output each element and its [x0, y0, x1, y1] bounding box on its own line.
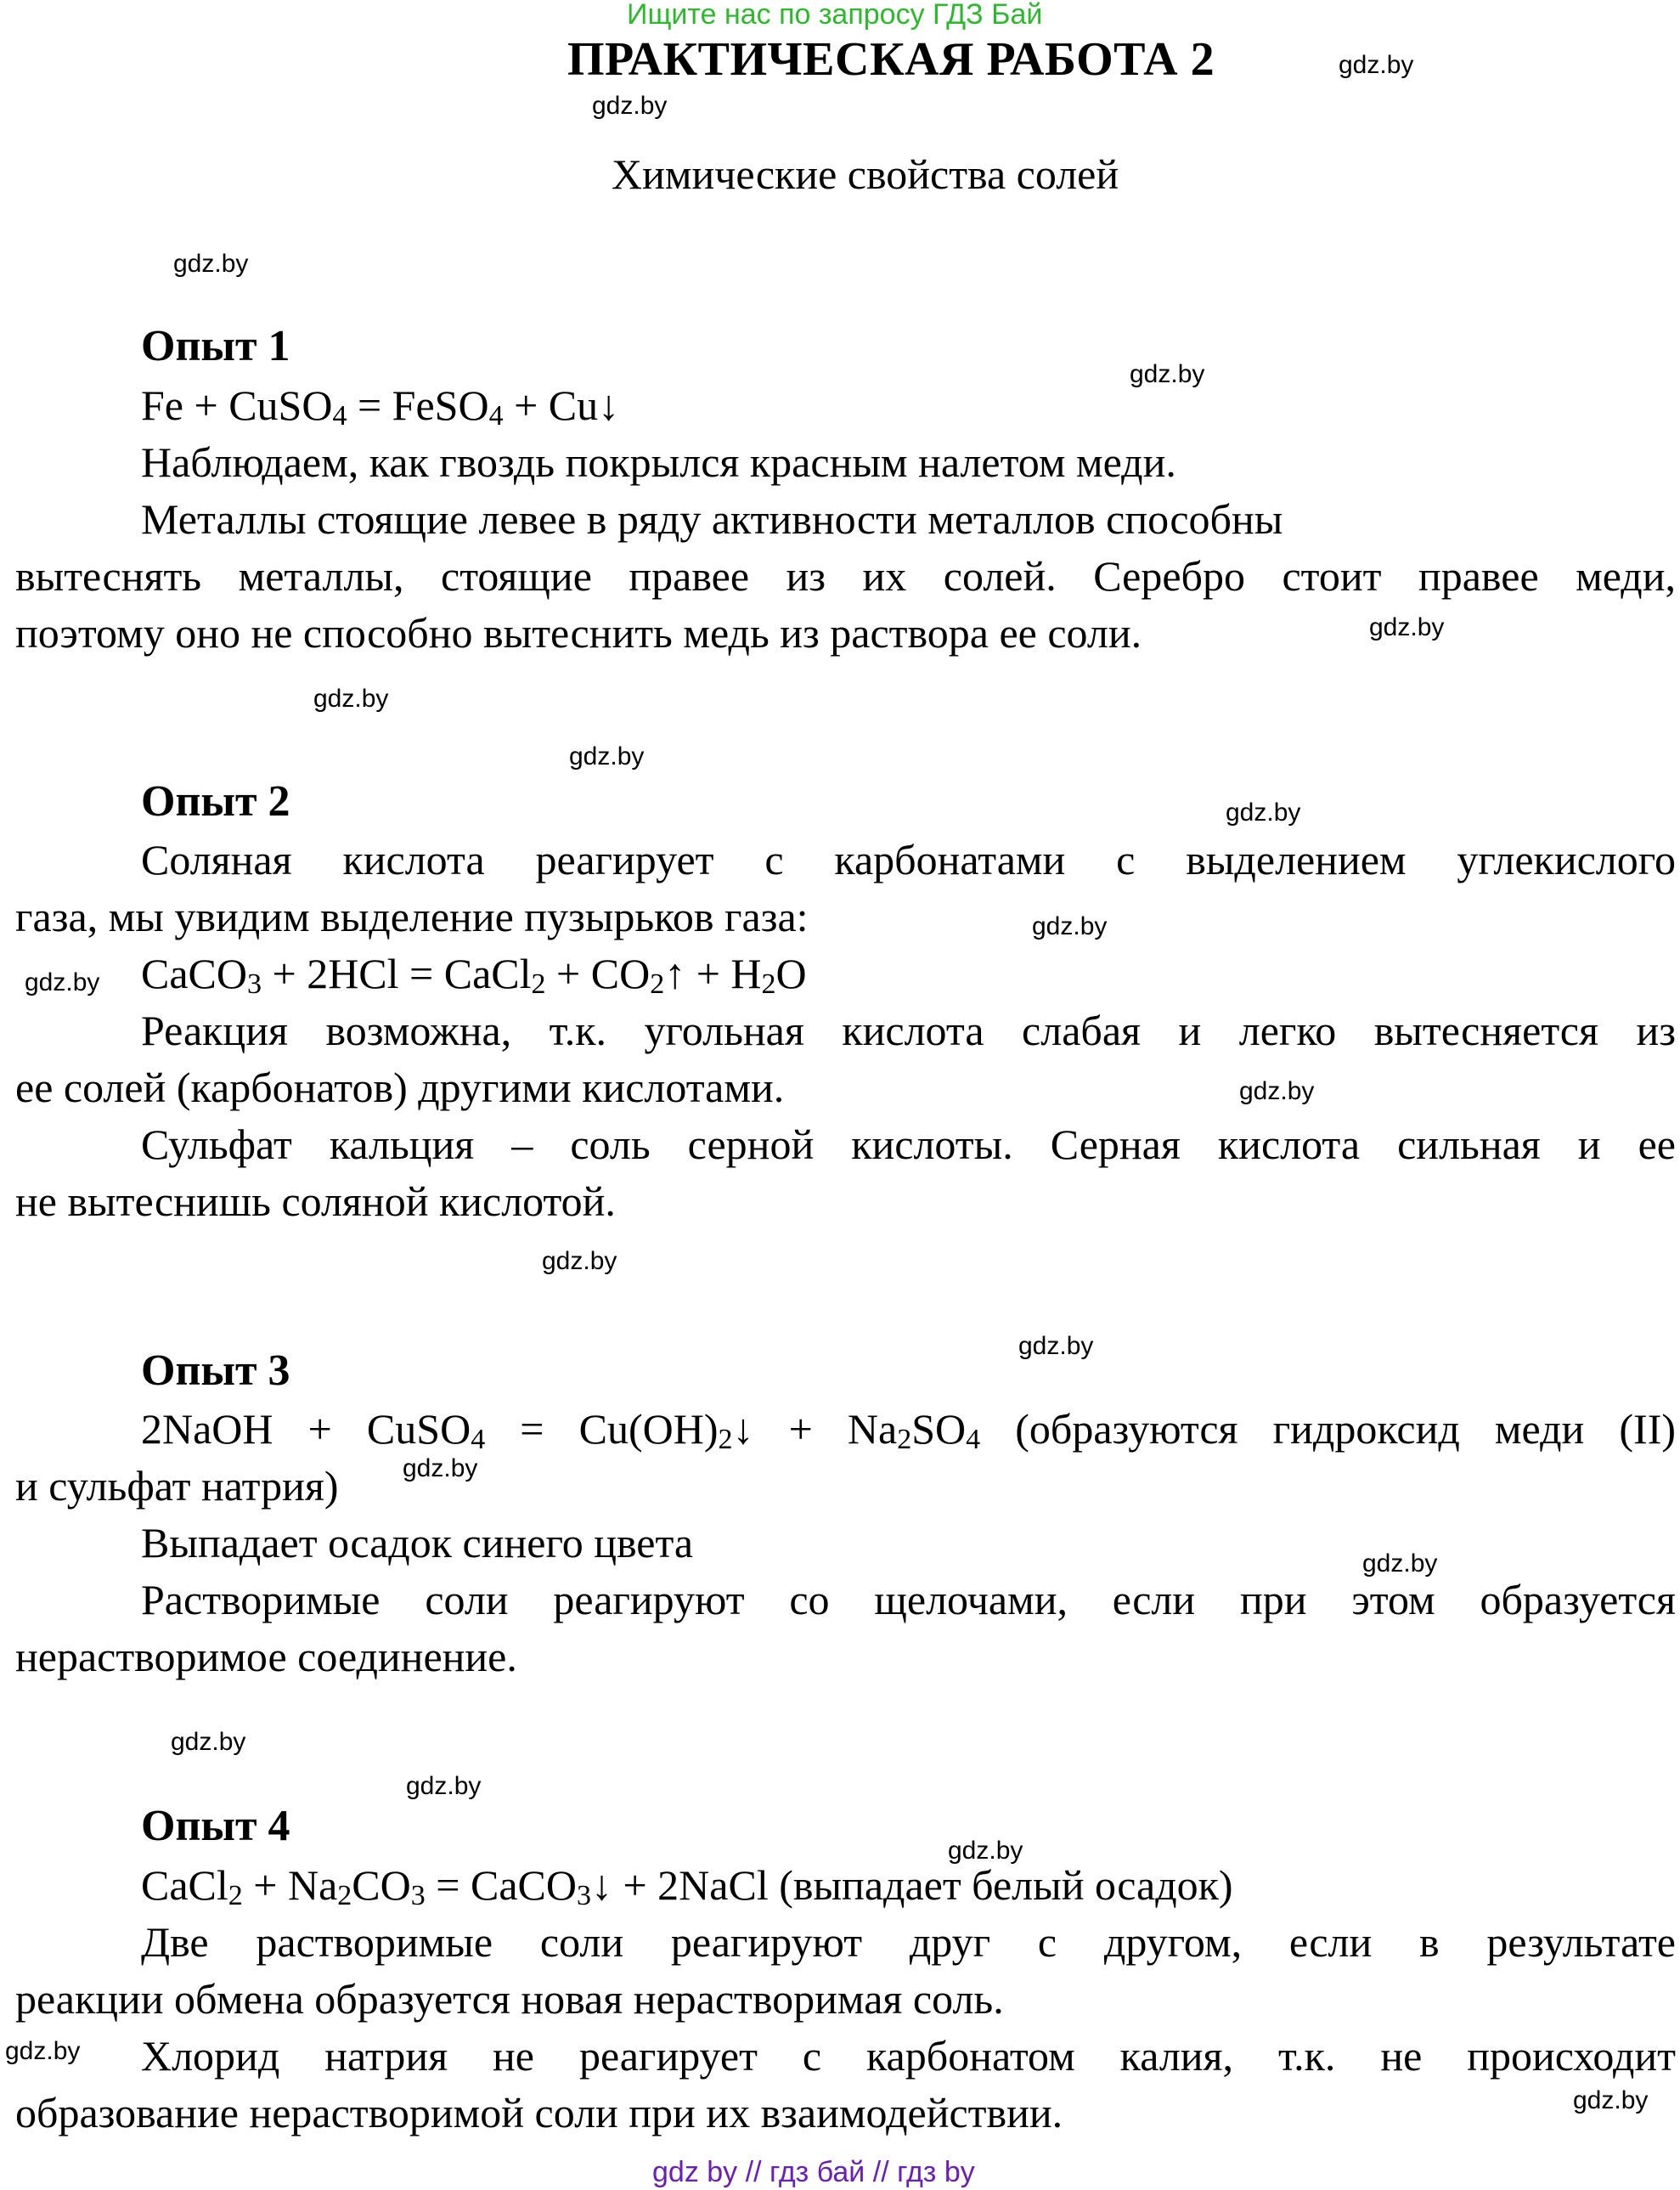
exp2-line-3: Реакция возможна, т.к. угольная кислота слабая и легко вытесняется из: [141, 1007, 1676, 1054]
exp1-line-2: Металлы стоящие левее в ряду активности металлов способны: [141, 495, 1283, 543]
watermark: gdz.by: [1369, 613, 1445, 641]
exp3-line-1: и сульфат натрия): [15, 1462, 339, 1510]
exp1-line-1: Наблюдаем, как гвоздь покрылся красным налетом меди.: [141, 438, 1176, 486]
watermark: gdz.by: [948, 1837, 1023, 1865]
page-title: ПРАКТИЧЕСКАЯ РАБОТА 2: [567, 33, 1215, 86]
exp4-equation: CaCl$_2$ + $Na_2CO_3$ = CaCO$_3$↓ + 2NaCl (выпадает белый осадок): [141, 1861, 1233, 1912]
exp4-line-3: Хлорид натрия не реагирует с карбонатом калия, т.к. не происходит: [141, 2032, 1676, 2080]
watermark: gdz.by: [171, 1728, 246, 1756]
exp4-line-1: Две растворимые соли реагируют друг с другом, если в результате: [141, 1918, 1676, 1966]
page-subtitle: Химические свойства солей: [612, 150, 1119, 198]
watermark: gdz.by: [569, 742, 645, 770]
exp4-heading: Опыт 4: [141, 1802, 290, 1850]
watermark: gdz.by: [1130, 360, 1205, 388]
top-note: Ищите нас по запросу ГДЗ Бай: [627, 0, 1043, 31]
watermark: gdz.by: [1339, 51, 1414, 79]
watermark: gdz.by: [1362, 1549, 1438, 1578]
watermark: gdz.by: [1226, 799, 1301, 827]
watermark: gdz.by: [173, 250, 249, 278]
watermark: gdz.by: [406, 1772, 482, 1800]
exp2-equation: CaCO$_3$ + 2HCl = CaCl$_2$ + $CO_2↑ + H_2O$: [141, 950, 807, 1001]
exp3-line-2: Выпадает осадок синего цвета: [141, 1519, 694, 1566]
exp1-heading: Опыт 1: [141, 322, 290, 370]
watermark: gdz.by: [1239, 1077, 1315, 1105]
exp2-line-6: не вытеснишь соляной кислотой.: [15, 1177, 616, 1225]
exp1-equation: Fe + CuSO$_4$ = FeSO$_4$ + Cu↓: [141, 381, 620, 432]
footer-links: gdz by // гдз бай // гдз by: [652, 2156, 975, 2188]
watermark: gdz.by: [313, 685, 389, 713]
exp1-line-4: поэтому оно не способно вытеснить медь из раствора ее соли.: [15, 609, 1142, 657]
watermark: gdz.by: [25, 968, 100, 996]
exp2-line-4: ее солей (карбонатов) другими кислотами.: [15, 1064, 785, 1111]
exp2-line-5: Сульфат кальция – соль серной кислоты. Серная кислота сильная и ее: [141, 1120, 1676, 1168]
exp3-line-3: Растворимые соли реагируют со щелочами, если при этом образуется: [141, 1576, 1676, 1623]
exp4-line-2: реакции обмена образуется новая нерастворимая соль.: [15, 1975, 1004, 2023]
watermark: gdz.by: [542, 1247, 617, 1275]
watermark: gdz.by: [5, 2037, 81, 2065]
exp3-line-4: нерастворимое соединение.: [15, 1633, 517, 1680]
exp3-equation: 2NaOH + CuSO$_4$ = $Cu(OH)_2↓ + Na_2SO_4$ (образуются гидроксид меди (II): [141, 1405, 1676, 1456]
exp2-line-2: газа, мы увидим выделение пузырьков газа:: [15, 893, 809, 940]
exp2-line-1: Соляная кислота реагирует с карбонатами с выделением углекислого: [141, 836, 1676, 883]
watermark: gdz.by: [1032, 912, 1108, 940]
watermark: gdz.by: [1018, 1332, 1094, 1360]
exp4-line-4: образование нерастворимой соли при их взаимодействии.: [15, 2089, 1063, 2136]
exp1-line-3: вытеснять металлы, стоящие правее из их солей. Серебро стоит правее меди,: [15, 552, 1676, 600]
watermark: gdz.by: [592, 92, 668, 120]
exp2-heading: Опыт 2: [141, 777, 290, 826]
exp3-heading: Опыт 3: [141, 1346, 290, 1395]
watermark: gdz.by: [1573, 2086, 1649, 2114]
watermark: gdz.by: [403, 1454, 478, 1482]
